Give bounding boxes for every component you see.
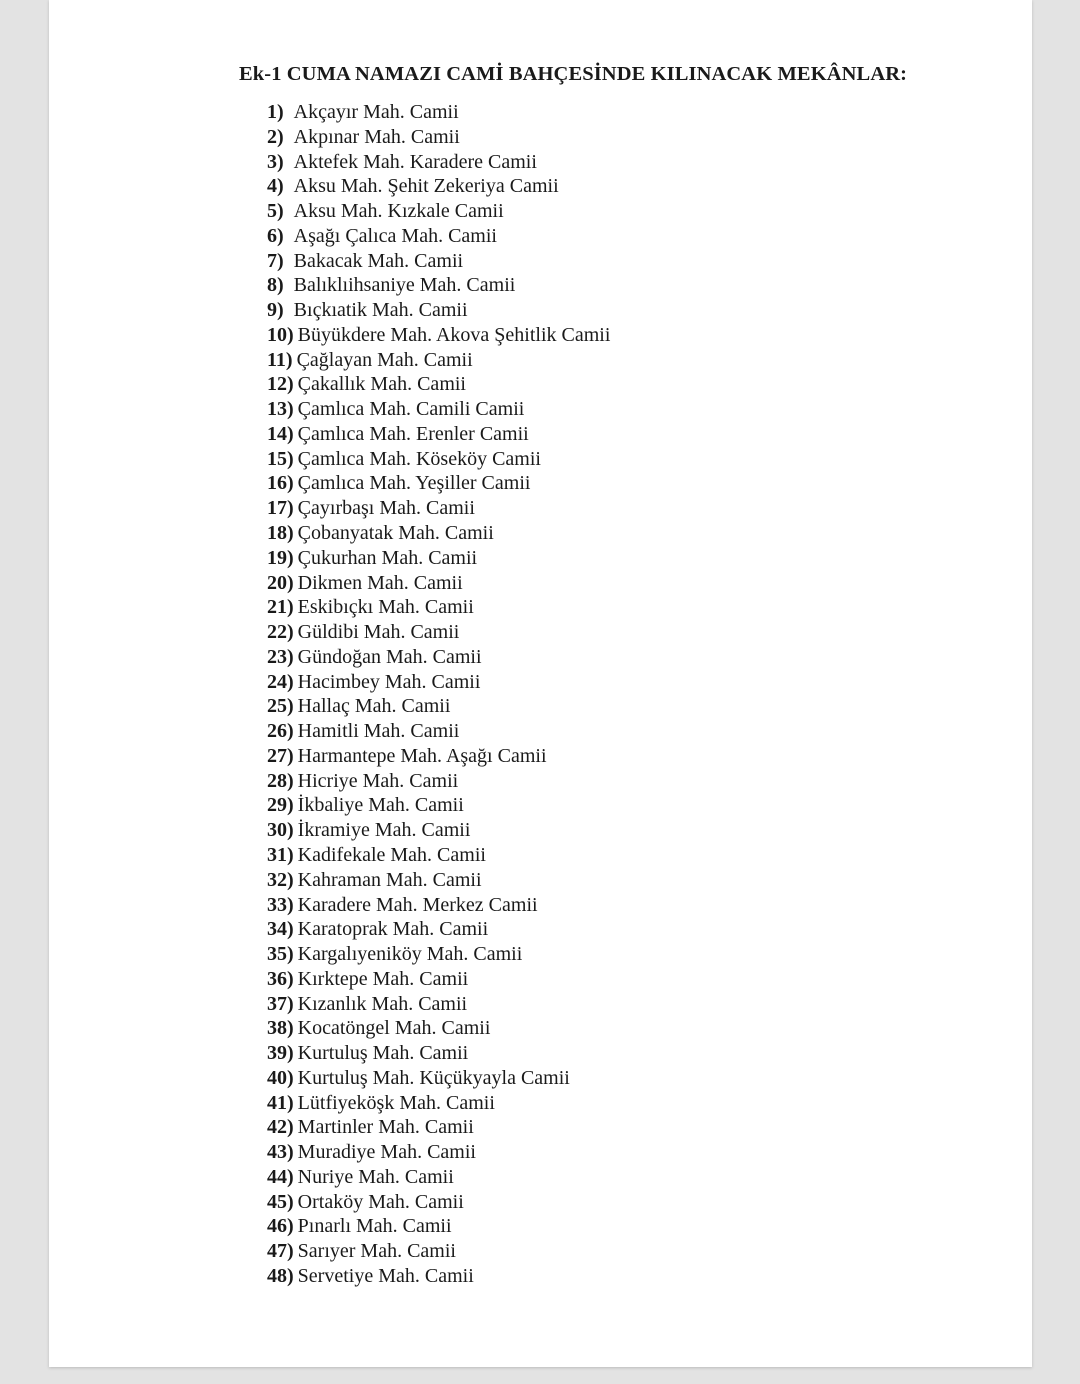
list-item-number: 27) (267, 744, 294, 767)
list-item-number: 17) (267, 497, 294, 520)
list-item-number: 13) (267, 398, 294, 421)
list-item (267, 1165, 610, 1190)
list-item-text: Kadifekale Mah. Camii (297, 843, 486, 866)
list-item-text: İkramiye Mah. Camii (297, 819, 471, 842)
list-item-number: 6) (267, 224, 284, 247)
list-item-number: 12) (267, 373, 294, 396)
list-item-number: 26) (267, 720, 294, 743)
list-item-text: Bakacak Mah. Camii (293, 249, 464, 272)
list-item-number: 10) (267, 323, 294, 346)
list-item-text: Kurtuluş Mah. Camii (297, 1042, 469, 1065)
list-item (267, 397, 610, 422)
list-item-text: Çamlıca Mah. Köseköy Camii (297, 447, 541, 470)
list-item (267, 893, 610, 918)
list-item (267, 793, 610, 818)
list-item-number: 41) (267, 1091, 294, 1114)
list-item (267, 1214, 610, 1239)
list-item (267, 595, 610, 620)
list-item (267, 1091, 610, 1116)
list-item-text: Ortaköy Mah. Camii (297, 1190, 464, 1213)
list-item (267, 174, 610, 199)
list-item (267, 273, 610, 298)
list-item-number: 25) (267, 695, 294, 718)
list-item-number: 23) (267, 645, 294, 668)
list-item (267, 645, 610, 670)
list-item (267, 694, 610, 719)
list-item-number: 43) (267, 1141, 294, 1164)
list-item-number: 40) (267, 1066, 294, 1089)
list-item (267, 348, 610, 373)
list-item-text: Kargalıyeniköy Mah. Camii (297, 943, 523, 966)
list-item (267, 224, 610, 249)
list-item (267, 150, 610, 175)
list-item-text: Karatoprak Mah. Camii (297, 918, 489, 941)
list-item (267, 125, 610, 150)
list-item-number: 44) (267, 1165, 294, 1188)
list-item-text: Hicriye Mah. Camii (297, 769, 459, 792)
list-item (267, 670, 610, 695)
list-item (267, 199, 610, 224)
list-item-text: Pınarlı Mah. Camii (297, 1215, 452, 1238)
list-item-number: 7) (267, 249, 284, 272)
list-item-text: Aksu Mah. Şehit Zekeriya Camii (293, 175, 559, 198)
list-item-text: Servetiye Mah. Camii (297, 1264, 474, 1287)
list-item-number: 34) (267, 918, 294, 941)
list-item-number: 21) (267, 596, 294, 619)
list-item-text: Kurtuluş Mah. Küçükyayla Camii (297, 1066, 570, 1089)
list-item-number: 3) (267, 150, 284, 173)
list-item (267, 521, 610, 546)
list-item-text: Dikmen Mah. Camii (297, 571, 463, 594)
list-item (267, 719, 610, 744)
list-item-text: Bıçkıatik Mah. Camii (293, 299, 468, 322)
list-item-text: Güldibi Mah. Camii (297, 621, 460, 644)
list-item-text: İkbaliye Mah. Camii (297, 794, 464, 817)
list-item-number: 39) (267, 1042, 294, 1065)
list-item-text: Balıklıihsaniye Mah. Camii (293, 274, 516, 297)
list-item (267, 992, 610, 1017)
list-item (267, 620, 610, 645)
list-item (267, 818, 610, 843)
list-item-text: Çamlıca Mah. Yeşiller Camii (297, 472, 531, 495)
list-item-text: Sarıyer Mah. Camii (297, 1240, 456, 1263)
list-item (267, 868, 610, 893)
list-item-text: Kocatöngel Mah. Camii (297, 1017, 491, 1040)
list-item-number: 8) (267, 274, 284, 297)
list-item-number: 47) (267, 1240, 294, 1263)
list-item-number: 30) (267, 819, 294, 842)
list-item (267, 1066, 610, 1091)
list-item-text: Aktefek Mah. Karadere Camii (293, 150, 537, 173)
list-item (267, 372, 610, 397)
list-item (267, 422, 610, 447)
list-item-number: 31) (267, 843, 294, 866)
list-item-text: Harmantepe Mah. Aşağı Camii (297, 744, 547, 767)
list-item-text: Kızanlık Mah. Camii (297, 992, 468, 1015)
list-item (267, 967, 610, 992)
list-item-text: Hamitli Mah. Camii (297, 720, 460, 743)
list-item-text: Nuriye Mah. Camii (297, 1165, 454, 1188)
list-item (267, 298, 610, 323)
list-item-text: Çukurhan Mah. Camii (297, 546, 478, 569)
list-item-text: Lütfiyeköşk Mah. Camii (297, 1091, 495, 1114)
list-item-number: 35) (267, 943, 294, 966)
list-item-number: 36) (267, 967, 294, 990)
document-title: Ek-1 CUMA NAMAZI CAMİ BAHÇESİNDE KILINACAK MEKÂNLAR: (239, 63, 908, 85)
list-item (267, 744, 610, 769)
list-item-number: 48) (267, 1264, 294, 1287)
list-item-text: Çamlıca Mah. Camili Camii (297, 398, 525, 421)
list-item (267, 1016, 610, 1041)
list-item-number: 45) (267, 1190, 294, 1213)
list-item-number: 33) (267, 893, 294, 916)
list-item (267, 942, 610, 967)
list-item-text: Büyükdere Mah. Akova Şehitlik Camii (297, 323, 611, 346)
list-item (267, 496, 610, 521)
list-item-text: Martinler Mah. Camii (297, 1116, 474, 1139)
list-item-number: 1) (267, 101, 284, 123)
list-item (267, 1041, 610, 1066)
list-item-number: 37) (267, 992, 294, 1015)
list-item (267, 471, 610, 496)
list-item-number: 19) (267, 546, 294, 569)
list-item-text: Akçayır Mah. Camii (293, 101, 459, 123)
list-item-text: Kırktepe Mah. Camii (297, 967, 469, 990)
list-item-text: Aşağı Çalıca Mah. Camii (293, 224, 497, 247)
list-item (267, 546, 610, 571)
list-item (267, 100, 610, 125)
list-item-number: 42) (267, 1116, 294, 1139)
list-item-number: 18) (267, 522, 294, 545)
list-item (267, 249, 610, 274)
list-item-number: 16) (267, 472, 294, 495)
list-item-text: Gündoğan Mah. Camii (297, 645, 482, 668)
list-item-text: Karadere Mah. Merkez Camii (297, 893, 538, 916)
list-item-number: 2) (267, 125, 284, 148)
list-item-number: 32) (267, 868, 294, 891)
list-item (267, 1140, 610, 1165)
mosque-list (267, 100, 610, 1289)
list-item-number: 11) (267, 348, 293, 371)
list-item-number: 46) (267, 1215, 294, 1238)
list-item-number: 14) (267, 422, 294, 445)
list-item-text: Aksu Mah. Kızkale Camii (293, 200, 504, 223)
list-item-text: Çakallık Mah. Camii (297, 373, 466, 396)
list-item-number: 4) (267, 175, 284, 198)
list-item (267, 917, 610, 942)
list-item (267, 769, 610, 794)
list-item (267, 323, 610, 348)
list-item-number: 24) (267, 670, 294, 693)
list-item (267, 1264, 610, 1289)
document-page (49, 0, 1032, 1367)
list-item (267, 571, 610, 596)
list-item-text: Hacimbey Mah. Camii (297, 670, 481, 693)
list-item-text: Kahraman Mah. Camii (297, 868, 482, 891)
list-item-text: Muradiye Mah. Camii (297, 1141, 476, 1164)
list-item-number: 29) (267, 794, 294, 817)
list-item (267, 843, 610, 868)
list-item-number: 20) (267, 571, 294, 594)
list-item-text: Çobanyatak Mah. Camii (297, 522, 494, 545)
list-item-text: Hallaç Mah. Camii (297, 695, 451, 718)
list-item (267, 1239, 610, 1264)
list-item-number: 22) (267, 621, 294, 644)
list-item-number: 15) (267, 447, 294, 470)
list-item (267, 1190, 610, 1215)
list-item-text: Çayırbaşı Mah. Camii (297, 497, 475, 520)
list-item-number: 28) (267, 769, 294, 792)
list-item-text: Eskibıçkı Mah. Camii (297, 596, 474, 619)
list-item-text: Çağlayan Mah. Camii (296, 348, 473, 371)
list-item-number: 38) (267, 1017, 294, 1040)
list-item-number: 5) (267, 200, 284, 223)
list-item (267, 1115, 610, 1140)
list-item-text: Akpınar Mah. Camii (293, 125, 460, 148)
list-item-number: 9) (267, 299, 284, 322)
list-item-text: Çamlıca Mah. Erenler Camii (297, 422, 529, 445)
list-item (267, 447, 610, 472)
